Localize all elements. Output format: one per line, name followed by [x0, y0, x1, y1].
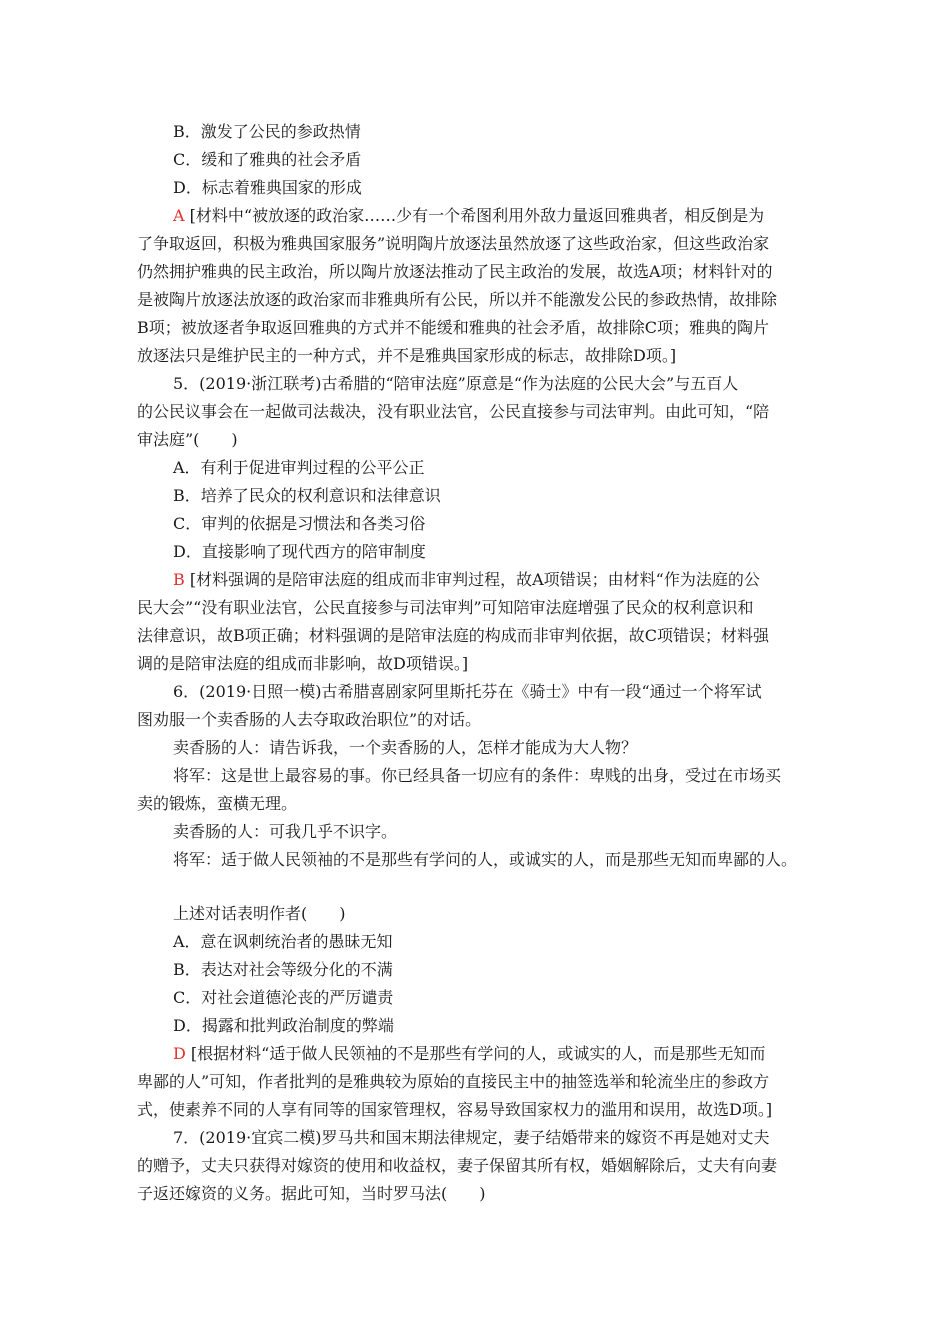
- q4-explanation-line: 放逐法只是维护民主的一种方式，并不是雅典国家形成的标志，故排除D项。]: [137, 346, 677, 365]
- q7-stem-line: 的赠予，丈夫只获得对嫁资的使用和收益权，妻子保留其所有权，婚姻解除后，丈夫有向妻: [137, 1156, 778, 1175]
- q4-explanation-line: 是被陶片放逐法放逐的政治家而非雅典所有公民，所以并不能激发公民的参政热情，故排除: [137, 290, 778, 309]
- q6-answer: D: [173, 1044, 186, 1063]
- q6-dialogue-line: 卖香肠的人：可我几乎不识字。: [173, 822, 398, 841]
- q4-option-c: C．缓和了雅典的社会矛盾: [173, 150, 362, 169]
- q4-explanation-line: A [材料中“被放逐的政治家……少有一个希图利用外敌力量返回雅典者，相反倒是为: [173, 206, 765, 225]
- q6-option-b: B．表达对社会等级分化的不满: [173, 960, 393, 979]
- q5-option-c: C．审判的依据是习惯法和各类习俗: [173, 514, 426, 533]
- q6-option-d: D．揭露和批判政治制度的弊端: [173, 1016, 394, 1035]
- q5-stem-line: 审法庭”( ): [137, 430, 238, 449]
- q4-option-b: B．激发了公民的参政热情: [173, 122, 361, 141]
- q6-dialogue-line: 将军：适于做人民领袖的不是那些有学问的人，或诚实的人，而是那些无知而卑鄙的人。: [173, 850, 798, 869]
- q6-stem-line: 6．(2019·日照一模)古希腊喜剧家阿里斯托芬在《骑士》中有一段“通过一个将军试: [173, 682, 762, 701]
- q7-stem-line: 子返还嫁资的义务。据此可知，当时罗马法( ): [137, 1184, 486, 1203]
- q6-explanation-line: 卑鄙的人”可知，作者批判的是雅典较为原始的直接民主中的抽签选举和轮流坐庄的参政方: [137, 1072, 770, 1091]
- q5-option-b: B．培养了民众的权利意识和法律意识: [173, 486, 441, 505]
- q6-explanation-line: D [根据材料“适于做人民领袖的不是那些有学问的人，或诚实的人，而是那些无知而: [173, 1044, 766, 1063]
- q6-question: 上述对话表明作者( ): [173, 904, 346, 923]
- q5-explanation-line: 法律意识，故B项正确；材料强调的是陪审法庭的构成而非审判依据，故C项错误；材料强: [137, 626, 770, 645]
- q6-dialogue-line: 将军：这是世上最容易的事。你已经具备一切应有的条件：卑贱的出身，受过在市场买: [173, 766, 782, 785]
- q6-dialogue-line: 卖香肠的人：请告诉我，一个卖香肠的人，怎样才能成为大人物？: [173, 738, 638, 757]
- q6-stem-line: 图劝服一个卖香肠的人去夺取政治职位”的对话。: [137, 710, 482, 729]
- q5-option-d: D．直接影响了现代西方的陪审制度: [173, 542, 426, 561]
- q4-explanation-line: B项；被放逐者争取返回雅典的方式并不能缓和雅典的社会矛盾，故排除C项；雅典的陶片: [137, 318, 770, 337]
- q6-option-a: A．意在讽刺统治者的愚昧无知: [173, 932, 393, 951]
- q4-explanation-line: 仍然拥护雅典的民主政治，所以陶片放逐法推动了民主政治的发展，故选A项；材料针对的: [137, 262, 773, 281]
- q5-explanation-line: 调的是陪审法庭的组成而非影响，故D项错误。]: [137, 654, 469, 673]
- q4-answer: A: [173, 206, 185, 225]
- q5-explanation-line: B [材料强调的是陪审法庭的组成而非审判过程，故A项错误；由材料“作为法庭的公: [173, 570, 760, 589]
- q5-stem-line: 的公民议事会在一起做司法裁决，没有职业法官，公民直接参与司法审判。由此可知，“陪: [137, 402, 770, 421]
- q6-dialogue-line: 卖的锻炼，蛮横无理。: [137, 794, 298, 813]
- q6-explanation-line: 式，使素养不同的人享有同等的国家管理权，容易导致国家权力的滥用和误用，故选D项。]: [137, 1100, 773, 1119]
- q5-explanation-line: 民大会”“没有职业法官，公民直接参与司法审判”可知陪审法庭增强了民众的权利意识和: [137, 598, 754, 617]
- q5-stem-line: 5．(2019·浙江联考)古希腊的“陪审法庭”原意是“作为法庭的公民大会”与五百人: [173, 374, 739, 393]
- q4-option-d: D．标志着雅典国家的形成: [173, 178, 362, 197]
- q5-answer: B: [173, 570, 185, 589]
- q5-option-a: A．有利于促进审判过程的公平公正: [173, 458, 425, 477]
- q7-stem-line: 7．(2019·宜宾二模)罗马共和国末期法律规定，妻子结婚带来的嫁资不再是她对丈夫: [173, 1128, 770, 1147]
- q4-explanation-line: 了争取返回，积极为雅典国家服务”说明陶片放逐法虽然放逐了这些政治家，但这些政治家: [137, 234, 770, 253]
- q6-option-c: C．对社会道德沦丧的严厉谴责: [173, 988, 394, 1007]
